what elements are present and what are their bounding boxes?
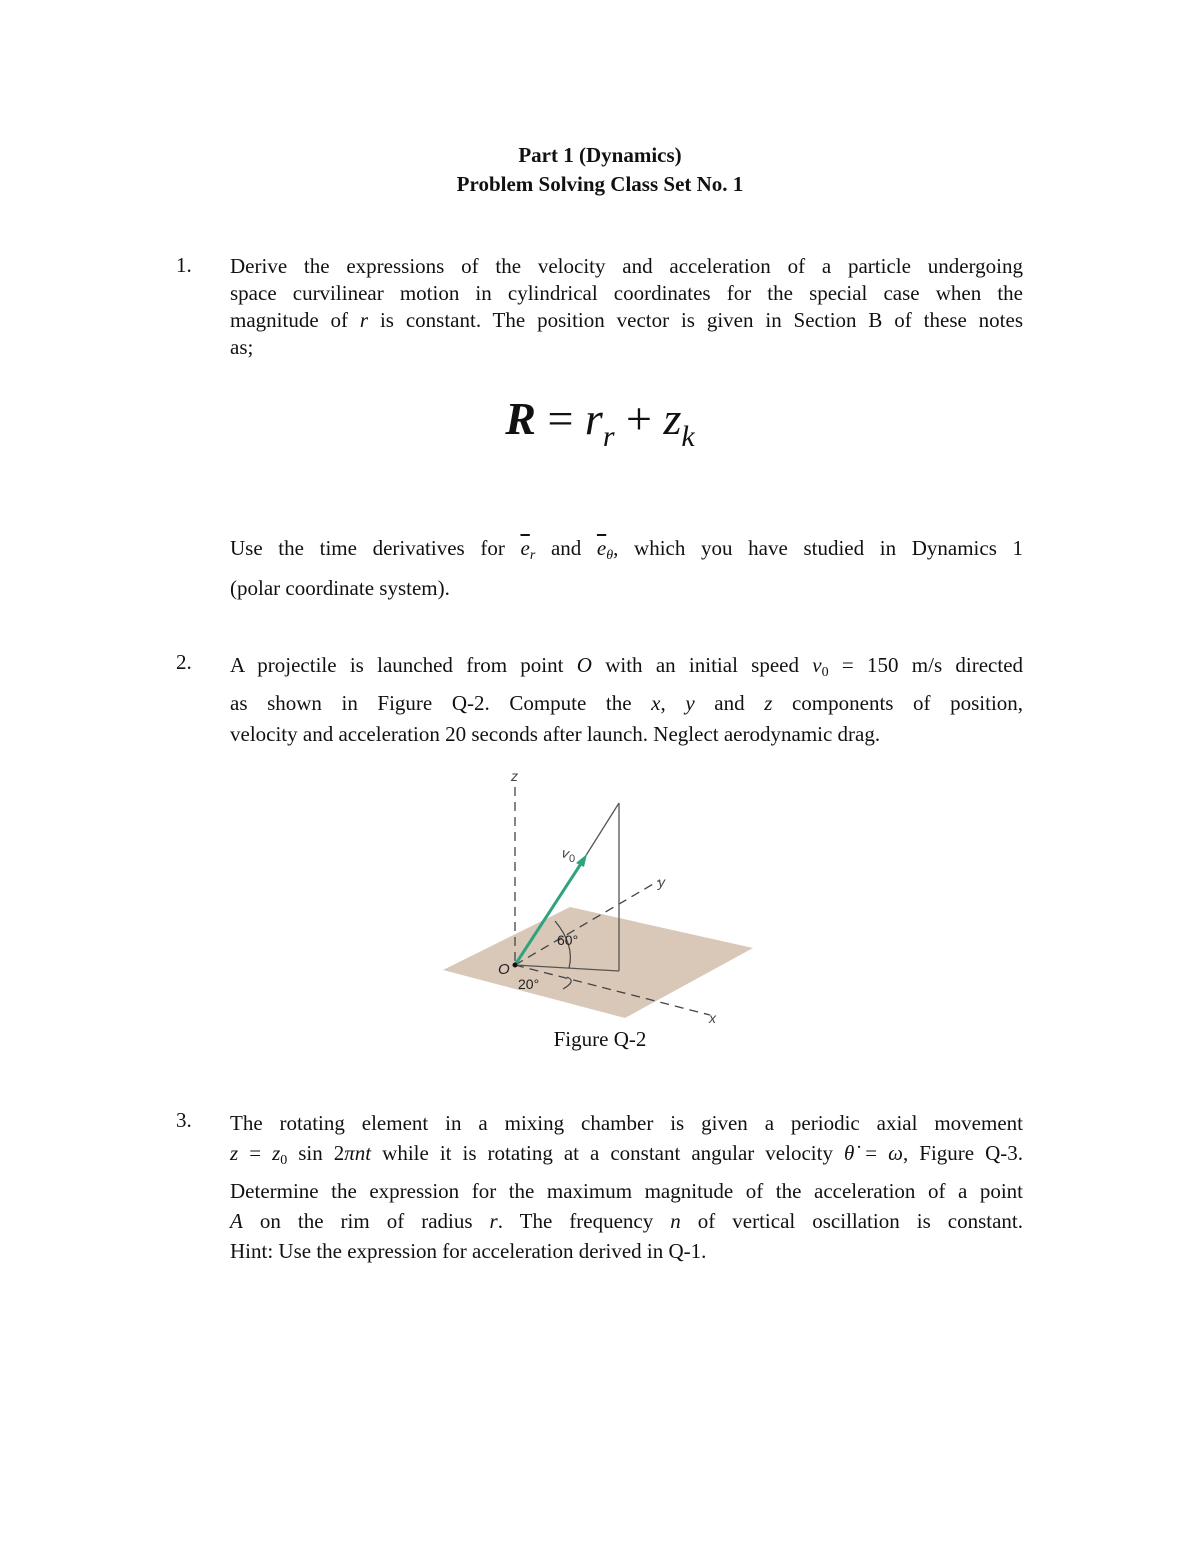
q3-mid: while it is rotating at a constant angular velocity <box>371 1141 844 1165</box>
q1-followup <box>230 532 1023 605</box>
label-angle-20: 20° <box>518 976 540 992</box>
q1-line2: space curvilinear motion in cylindrical coordinates for the special case when the <box>230 281 1023 305</box>
q3-l4a: on the rim of radius <box>259 1209 473 1233</box>
q3-line2 <box>230 1138 1023 1176</box>
label-angle-60: 60° <box>557 932 579 948</box>
eq-term1: r <box>584 393 603 444</box>
q3-sym-z0: z <box>272 1141 281 1165</box>
ground-plane <box>443 907 753 1018</box>
label-v0: v <box>560 844 571 862</box>
q3-l2-end: , Figure Q-3. <box>903 1141 1024 1165</box>
q3-omega: ω <box>888 1141 903 1165</box>
q2-line3: velocity and acceleration 20 seconds after launch. Neglect aerodynamic drag. <box>230 722 881 746</box>
q1-text <box>230 253 1023 361</box>
q3-line4 <box>230 1206 1023 1236</box>
label-z: z <box>511 768 518 784</box>
eq-equals: = <box>547 393 574 444</box>
q1-line4: as; <box>230 335 254 359</box>
q2-sym-z: z <box>764 691 773 715</box>
q3-l4c: of vertical oscillation is constant. <box>697 1209 1023 1233</box>
q2-sym-O: O <box>576 653 592 677</box>
q3-eq: = <box>238 1141 273 1165</box>
q3-sym-z0-sub: 0 <box>280 1153 288 1168</box>
q3-number: 3. <box>176 1108 192 1132</box>
q3-line1: The rotating element in a mixing chamber is given a periodic axial movement <box>230 1111 1023 1135</box>
q2-number: 2. <box>176 650 192 674</box>
q3-pint: πnt <box>344 1141 372 1165</box>
q3-theta-dot: θ̇ <box>843 1141 855 1165</box>
figure-q2 <box>435 765 765 1030</box>
q1-after-a: Use the time derivatives for <box>230 536 505 560</box>
q1-after-and: and <box>550 536 582 560</box>
q2-sym-y: y <box>685 691 695 715</box>
q3-eq2: = <box>854 1141 889 1165</box>
q2-l1c: = 150 m/s directed <box>841 653 1024 677</box>
q2-sym-v: v <box>812 653 822 677</box>
label-O: O <box>498 961 510 978</box>
q1-line3b: is constant. The position vector is given in Section B of these notes <box>379 308 1024 332</box>
velocity-arrowhead <box>576 854 587 867</box>
q3-sin: sin 2 <box>287 1141 345 1165</box>
origin-point <box>513 963 518 968</box>
q2-sym-x: x <box>651 691 661 715</box>
q1-after-b: , which you have studied in Dynamics 1 <box>613 536 1024 560</box>
q1-line3a: magnitude of <box>230 308 349 332</box>
unit-vector-etheta-sub: θ <box>606 548 614 563</box>
q2-line1 <box>230 650 1023 688</box>
q1-sym-r: r <box>359 308 369 332</box>
q3-text <box>230 1108 1023 1266</box>
position-equation <box>0 392 1200 454</box>
q2-l2b: components of position, <box>791 691 1024 715</box>
eq-term2-sub: k <box>681 420 695 453</box>
figure-q2-caption: Figure Q-2 <box>553 1027 647 1051</box>
q2-line2: as shown in Figure Q-2. Compute the x, y and z components of position, <box>230 691 1024 715</box>
q2-l1a: A projectile is launched from point <box>230 653 564 677</box>
label-y: y <box>658 874 665 890</box>
q2-l2and: and <box>714 691 745 715</box>
unit-vector-er: $\overline{e}$ <box>520 536 530 560</box>
q3-sym-n: n <box>670 1209 681 1233</box>
eq-term2: z <box>663 393 682 444</box>
q2-text <box>230 650 1023 750</box>
q3-sym-r: r <box>489 1209 498 1233</box>
triangle-hyp <box>585 803 619 857</box>
q3-l4b: . The frequency <box>497 1209 654 1233</box>
eq-lhs: R <box>505 393 536 444</box>
unit-vector-etheta: $\overline{e}$ <box>596 536 607 560</box>
q3-line3: Determine the expression for the maximum magnitude of the acceleration of a point <box>230 1179 1023 1203</box>
eq-term1-sub: r <box>602 420 615 453</box>
unit-vector-er-sub: r <box>529 548 536 563</box>
q2-l2a: as shown in Figure Q-2. Compute the <box>230 691 632 715</box>
q3-sym-z: z <box>230 1141 239 1165</box>
q1-followup-line1 <box>230 532 1023 572</box>
q2-sym-v-sub: 0 <box>821 665 829 680</box>
q1-followup-line2: (polar coordinate system). <box>230 576 450 600</box>
doc-subtitle: Problem Solving Class Set No. 1 <box>456 172 744 196</box>
doc-title: Part 1 (Dynamics) <box>518 143 682 167</box>
label-x: x <box>709 1010 716 1026</box>
q1-line3 <box>230 307 1023 334</box>
eq-plus: + <box>626 393 652 444</box>
q3-line5: Hint: Use the expression for acceleration derived in Q-1. <box>230 1239 707 1263</box>
q2-l1b: with an initial speed <box>605 653 799 677</box>
label-v0-sub: 0 <box>569 853 576 865</box>
q1-line1: Derive the expressions of the velocity and acceleration of a particle undergoing <box>230 254 1023 278</box>
q1-number: 1. <box>176 253 192 277</box>
q3-sym-A: A <box>230 1209 243 1233</box>
